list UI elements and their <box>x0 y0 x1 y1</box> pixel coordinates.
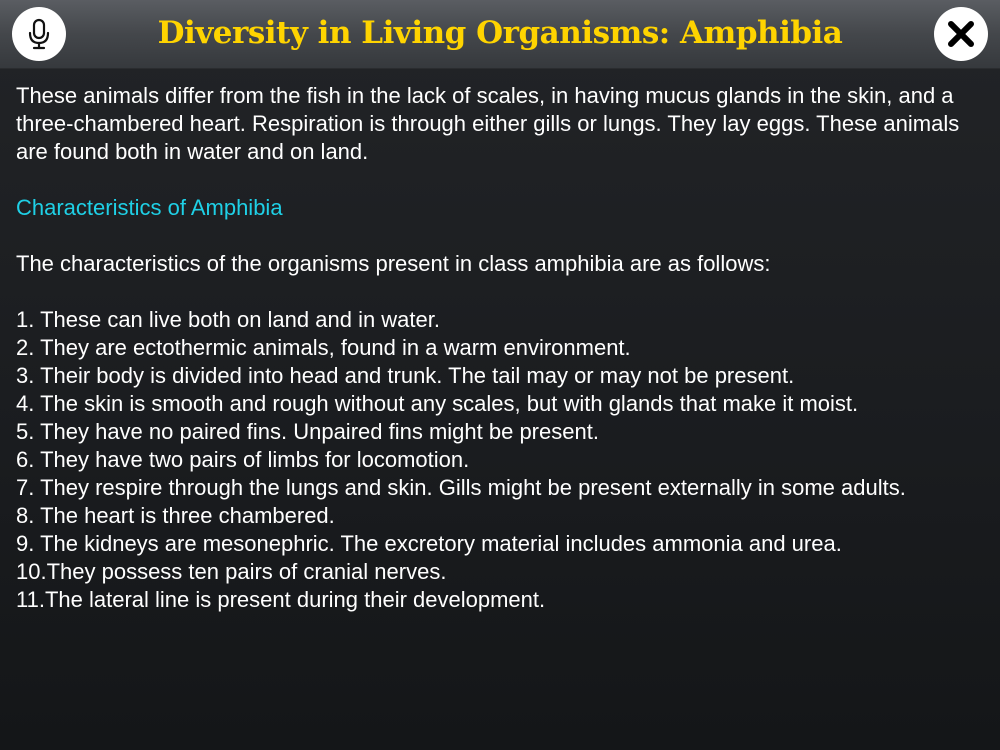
microphone-icon <box>12 7 66 61</box>
page-title: Diversity in Living Organisms: Amphibia <box>157 15 843 51</box>
article-content <box>16 82 982 614</box>
list-item: 9. The kidneys are mesonephric. The excretory material includes ammonia and urea. <box>16 531 842 556</box>
microphone-button[interactable] <box>12 7 66 61</box>
section-subheading: Characteristics of Amphibia <box>16 195 283 220</box>
list-item: 1. These can live both on land and in water. <box>16 307 440 332</box>
list-item: 3. Their body is divided into head and trunk. The tail may or may not be present. <box>16 363 795 388</box>
list-item: 2. They are ectothermic animals, found in a warm environment. <box>16 335 631 360</box>
list-item: 7. They respire through the lungs and skin. Gills might be present externally in some adults. <box>16 475 906 500</box>
list-item: 10.They possess ten pairs of cranial nerves. <box>16 559 447 584</box>
close-button[interactable] <box>934 7 988 61</box>
list-item: 4. The skin is smooth and rough without any scales, but with glands that make it moist. <box>16 391 859 416</box>
lead-paragraph: The characteristics of the organisms present in class amphibia are as follows: <box>16 251 771 276</box>
characteristics-list <box>16 306 982 614</box>
list-item: 6. They have two pairs of limbs for locomotion. <box>16 447 470 472</box>
close-x-icon <box>934 7 988 61</box>
list-item: 5. They have no paired fins. Unpaired fins might be present. <box>16 419 599 444</box>
list-item: 8. The heart is three chambered. <box>16 503 335 528</box>
intro-paragraph: These animals differ from the fish in the lack of scales, in having mucus glands in the skin, and a three-chambered heart. Respiration is through either gills or lungs. They lay eggs. These animals are found both in water and on land. <box>16 83 960 164</box>
header-bar <box>0 0 1000 69</box>
list-item: 11.The lateral line is present during their development. <box>16 587 546 612</box>
